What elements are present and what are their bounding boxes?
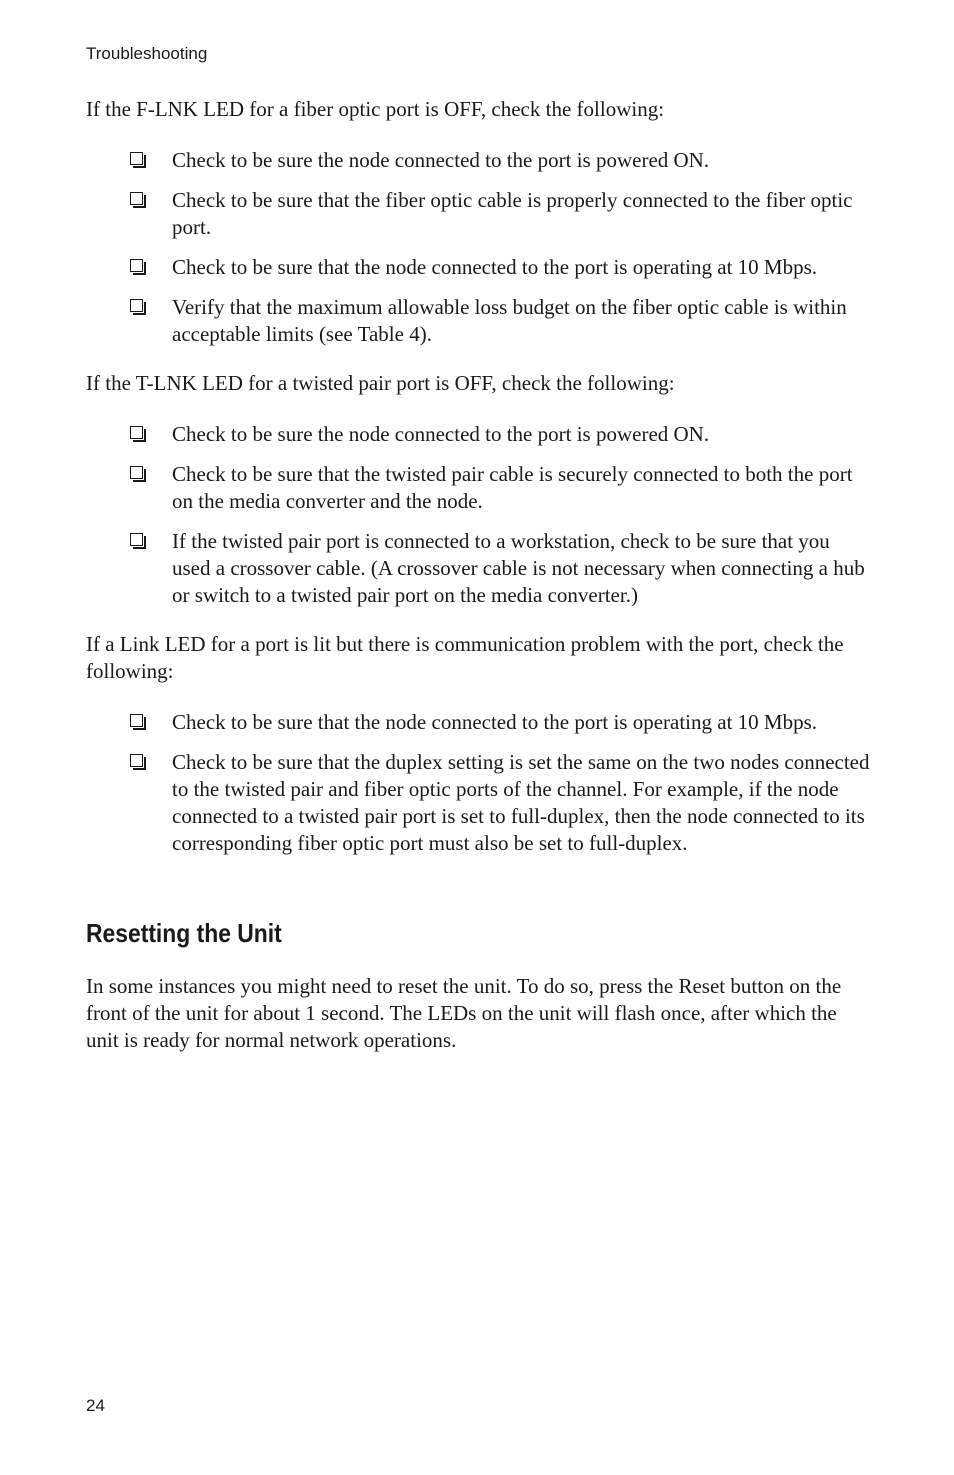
checkbox-icon: [130, 259, 143, 272]
page-number: 24: [86, 1396, 105, 1415]
list-item: [86, 254, 870, 281]
list-item-text: Check to be sure the node connected to the port is powered ON.: [172, 422, 710, 446]
list-item: [86, 147, 870, 174]
checkbox-icon: [130, 152, 143, 165]
checkbox-icon: [130, 426, 143, 439]
list-item-text: Check to be sure that the node connected to the port is operating at 10 Mbps.: [172, 255, 818, 279]
checkbox-icon: [130, 466, 143, 479]
running-head: Troubleshooting: [86, 44, 208, 63]
checkbox-icon: [130, 714, 143, 727]
link-led-intro: If a Link LED for a port is lit but there is communication problem with the port, check the following:: [86, 632, 844, 683]
list-item-text: Check to be sure the node connected to the port is powered ON.: [172, 148, 710, 172]
list-item-text: Check to be sure that the duplex setting is set the same on the two nodes connected to the twisted pair and fiber optic ports of the channel. For example, if the node connected to a twisted pair port is set to full-duplex, then the node connected to its corresponding fiber optic port must also be set to full-duplex.: [172, 750, 870, 855]
fiber-checklist: [86, 147, 870, 348]
twisted-pair-intro: If the T-LNK LED for a twisted pair port is OFF, check the following:: [86, 371, 675, 395]
reset-paragraph: In some instances you might need to reset the unit. To do so, press the Reset button on the front of the unit for about 1 second. The LEDs on the unit will flash once, after which the unit is ready for normal network operations.: [86, 974, 842, 1052]
list-item-text: Verify that the maximum allowable loss budget on the fiber optic cable is within acceptable limits (see Table 4).: [172, 295, 847, 346]
list-item: [86, 709, 870, 736]
list-item: [86, 528, 870, 609]
list-item: [86, 421, 870, 448]
list-item: [86, 461, 870, 515]
list-item: [86, 749, 870, 857]
link-led-checklist: [86, 709, 870, 857]
checkbox-icon: [130, 192, 143, 205]
list-item-text: Check to be sure that the twisted pair cable is securely connected to both the port on the media converter and the node.: [172, 462, 853, 513]
list-item: [86, 187, 870, 241]
list-item-text: Check to be sure that the node connected to the port is operating at 10 Mbps.: [172, 710, 818, 734]
list-item-text: Check to be sure that the fiber optic cable is properly connected to the fiber optic port.: [172, 188, 853, 239]
page-content: [86, 96, 870, 1054]
checkbox-icon: [130, 754, 143, 767]
list-item: [86, 294, 870, 348]
list-item-text: If the twisted pair port is connected to a workstation, check to be sure that you used a crossover cable. (A crossover cable is not necessary when connecting a hub or switch to a twisted pair port on the media converter.): [172, 529, 865, 607]
fiber-intro: If the F-LNK LED for a fiber optic port is OFF, check the following:: [86, 97, 665, 121]
checkbox-icon: [130, 533, 143, 546]
section-heading: Resetting the Unit: [86, 918, 282, 948]
twisted-pair-checklist: [86, 421, 870, 609]
checkbox-icon: [130, 299, 143, 312]
